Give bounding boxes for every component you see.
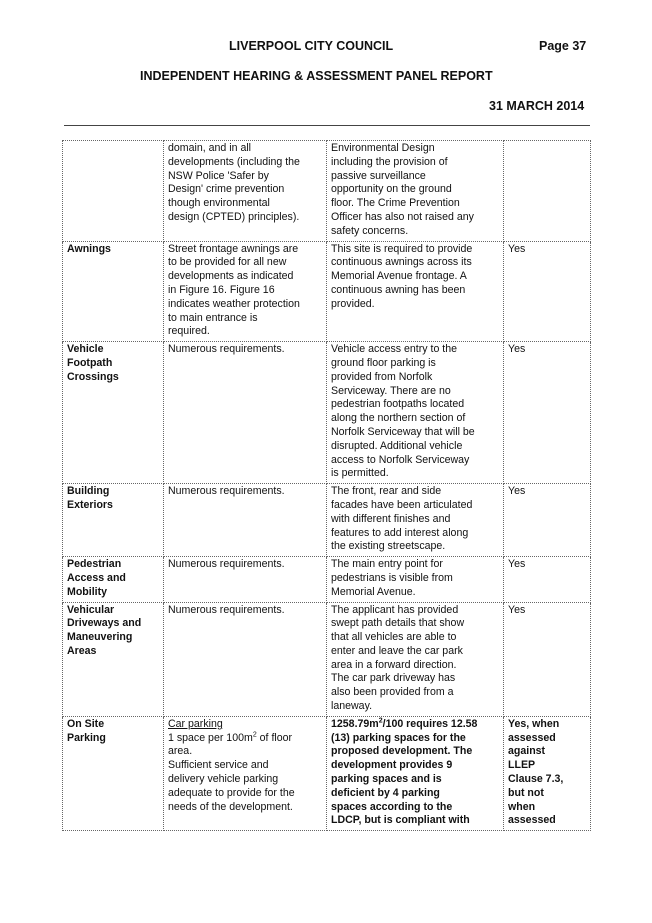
requirement-cell: Numerous requirements.	[164, 484, 327, 557]
control-cell: On Site Parking	[63, 716, 164, 830]
table-row	[63, 716, 591, 830]
control-cell: Vehicle Footpath Crossings	[63, 342, 164, 484]
header-divider	[64, 125, 590, 126]
requirement-rate: 1 space per 100m	[168, 731, 253, 744]
complies-cell	[504, 141, 591, 242]
complies-cell: Yes	[504, 602, 591, 716]
page-number: Page 37	[539, 39, 587, 53]
proposal-cell: Vehicle access entry to the ground floor parking is provided from Norfolk Serviceway. There are no pedestrian footpaths located along the northern section of Norfolk Serviceway that will be disrupted. Additional vehicle access to Norfolk Serviceway is permitted.	[327, 342, 504, 484]
requirement-cell: Numerous requirements.	[164, 557, 327, 602]
complies-cell: Yes	[504, 557, 591, 602]
proposal-cell: Environmental Design including the provision of passive surveillance opportunity on the ground floor. The Crime Prevention Officer has also not raised any safety concerns.	[327, 141, 504, 242]
requirement-cell: Numerous requirements.	[164, 602, 327, 716]
report-title: INDEPENDENT HEARING & ASSESSMENT PANEL REPORT	[140, 69, 493, 83]
requirement-heading: Car parking	[168, 717, 223, 730]
proposal-cell: The applicant has provided swept path details that show that all vehicles are able to enter and leave the car park area in a forward direction. The car park driveway has also been provided from a laneway.	[327, 602, 504, 716]
table-row	[63, 484, 591, 557]
complies-cell: Yes	[504, 342, 591, 484]
requirement-cell: domain, and in all developments (including the NSW Police 'Safer by Design' crime prevention though environmental design (CPTED) principles).	[164, 141, 327, 242]
table-row	[63, 602, 591, 716]
proposal-cell	[327, 716, 504, 830]
requirement-rate-unit: of floor area.	[168, 731, 293, 758]
proposal-area: 1258.79m	[331, 717, 379, 730]
table-row	[63, 557, 591, 602]
requirement-cell: Street frontage awnings are to be provided for all new developments as indicated in Figure 16. Figure 16 indicates weather protection to main entrance is required.	[164, 241, 327, 342]
table-row	[63, 141, 591, 242]
table-row	[63, 241, 591, 342]
control-cell: Awnings	[63, 241, 164, 342]
control-cell	[63, 141, 164, 242]
requirement-cell	[164, 716, 327, 830]
proposal-cell: The main entry point for pedestrians is visible from Memorial Avenue.	[327, 557, 504, 602]
superscript: 2	[378, 717, 383, 725]
report-date: 31 MARCH 2014	[489, 99, 585, 113]
requirement-cell: Numerous requirements.	[164, 342, 327, 484]
compliance-table	[62, 140, 591, 831]
superscript: 2	[252, 731, 257, 739]
control-cell: Building Exteriors	[63, 484, 164, 557]
table-row	[63, 342, 591, 484]
proposal-text: /100 requires 12.58 (13) parking spaces for the proposed development. The development provides 9 parking spaces and is deficient by 4 parking spaces according to the LDCP, but is compliant with	[331, 717, 478, 827]
requirement-text: Sufficient service and delivery vehicle parking adequate to provide for the needs of the development.	[168, 759, 295, 813]
complies-cell: Yes	[504, 484, 591, 557]
council-name: LIVERPOOL CITY COUNCIL	[229, 39, 394, 53]
proposal-cell: This site is required to provide continuous awnings across its Memorial Avenue frontage. A continuous awning has been provided.	[327, 241, 504, 342]
control-cell: Vehicular Driveways and Maneuvering Areas	[63, 602, 164, 716]
complies-cell: Yes, when assessed against LLEP Clause 7.3, but not when assessed	[504, 716, 591, 830]
control-cell: Pedestrian Access and Mobility	[63, 557, 164, 602]
complies-cell: Yes	[504, 241, 591, 342]
proposal-cell: The front, rear and side facades have been articulated with different finishes and features to add interest along the existing streetscape.	[327, 484, 504, 557]
